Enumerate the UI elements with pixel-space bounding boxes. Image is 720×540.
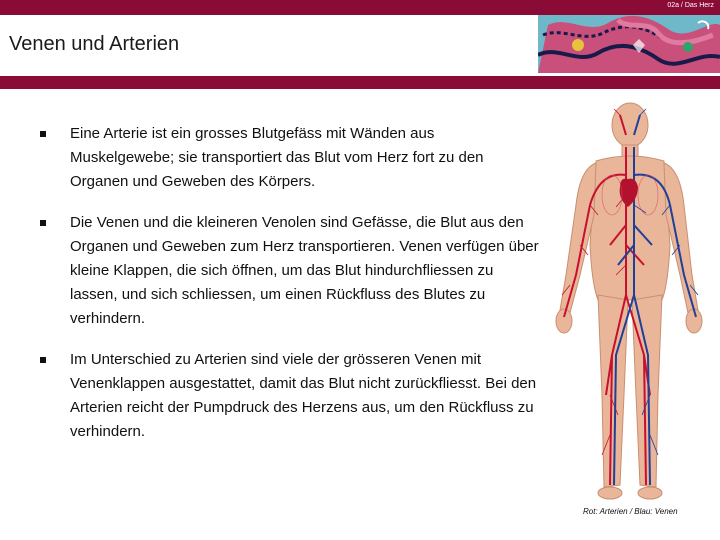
bullet-text: Eine Arterie ist ein grosses Blutgefäss mit Wänden aus Muskelgewebe; sie transportiert das Blut vom Herz fort zu den Organen und Geweben des Körpers. xyxy=(70,125,484,190)
bullet-item-arteries xyxy=(40,122,540,194)
bullet-marker xyxy=(40,357,46,363)
term-venolen: kleineren Venolen xyxy=(196,214,317,231)
bullet-list xyxy=(40,122,540,461)
bullet-item-valves xyxy=(40,348,540,444)
page-title: Venen und Arterien xyxy=(9,33,180,55)
breadcrumb: 02a / Das Herz xyxy=(667,2,714,9)
bullet-item-veins xyxy=(40,211,540,331)
bullet-marker xyxy=(40,131,46,137)
term-venen: Venen xyxy=(96,214,140,231)
bullet-text: Die Venen und die kleineren Venolen sind Gefässe, die Blut aus den Organen und Geweben zum Herz transportieren. Venen verfügen über kleine Klappen, die sich öffnen, um das Blut hindurchfliessen zu lassen, und sich schliessen, um einen Rückfluss des Blutes zu verhindern. xyxy=(70,214,539,327)
title-underline-bar xyxy=(0,76,720,89)
header-decorative-image xyxy=(538,15,720,73)
bullet-text: Im Unterschied zu Arterien sind viele der grösseren Venen mit Venenklappen ausgestattet, damit das Blut nicht zurückfliesst. Bei den Arterien reicht der Pumpdruck des Herzens aus, um den Rückfluss zu verhindern. xyxy=(70,351,537,440)
top-brand-bar xyxy=(0,0,720,15)
bullet-marker xyxy=(40,220,46,226)
figure-caption: Rot: Arterien / Blau: Venen xyxy=(583,507,678,516)
term-arterie: Arterie xyxy=(103,125,148,142)
circulatory-system-illustration xyxy=(540,95,720,515)
